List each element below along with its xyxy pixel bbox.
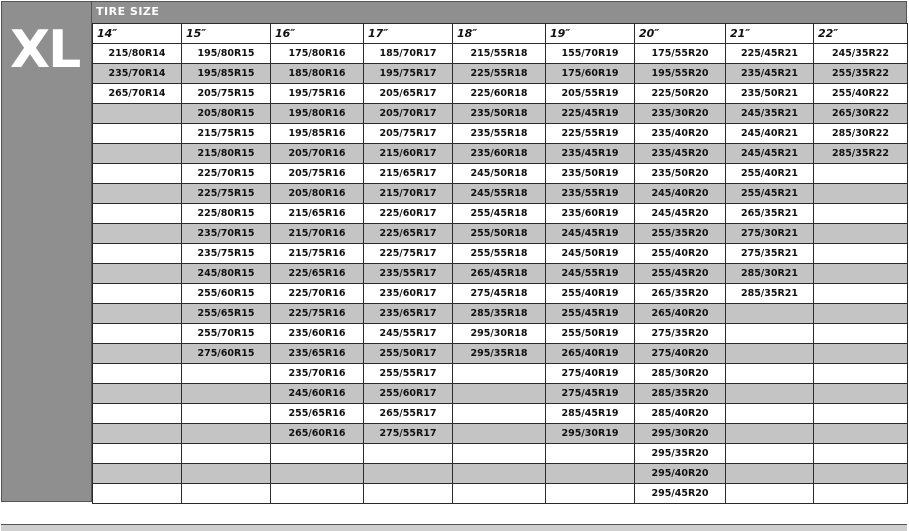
table-cell: 195/75R17 xyxy=(364,64,453,84)
table-cell: 255/40R21 xyxy=(726,164,814,184)
table-cell: 285/30R21 xyxy=(726,264,814,284)
table-row xyxy=(93,124,908,144)
table-cell: 275/60R15 xyxy=(182,344,271,364)
table-cell: 255/60R15 xyxy=(182,284,271,304)
table-cell xyxy=(453,384,546,404)
table-cell: 225/65R17 xyxy=(364,224,453,244)
side-panel xyxy=(1,1,92,502)
table-cell xyxy=(814,204,908,224)
table-cell xyxy=(364,464,453,484)
table-cell xyxy=(546,464,635,484)
table-cell: 175/80R16 xyxy=(271,44,364,64)
table-cell xyxy=(271,464,364,484)
table-cell: 155/70R19 xyxy=(546,44,635,64)
column-header: 17″ xyxy=(364,24,453,44)
table-cell: 275/55R17 xyxy=(364,424,453,444)
table-cell: 245/45R21 xyxy=(726,144,814,164)
table-cell xyxy=(726,444,814,464)
table-cell: 205/75R15 xyxy=(182,84,271,104)
table-cell xyxy=(814,184,908,204)
table-cell: 245/35R21 xyxy=(726,104,814,124)
table-cell: 265/40R20 xyxy=(635,304,726,324)
table-cell: 195/55R20 xyxy=(635,64,726,84)
table-cell: 245/45R20 xyxy=(635,204,726,224)
table-cell: 235/50R19 xyxy=(546,164,635,184)
table-cell: 255/50R17 xyxy=(364,344,453,364)
tire-size-table xyxy=(92,23,908,504)
table-cell: 255/65R15 xyxy=(182,304,271,324)
table-cell: 175/55R20 xyxy=(635,44,726,64)
table-row xyxy=(93,44,908,64)
table-row xyxy=(93,64,908,84)
header-bar xyxy=(92,1,907,23)
table-cell: 275/35R20 xyxy=(635,324,726,344)
table-cell xyxy=(814,244,908,264)
table-cell: 235/60R18 xyxy=(453,144,546,164)
table-cell: 245/50R18 xyxy=(453,164,546,184)
table-cell xyxy=(726,404,814,424)
table-cell: 295/35R18 xyxy=(453,344,546,364)
table-cell: 255/45R19 xyxy=(546,304,635,324)
table-cell: 175/60R19 xyxy=(546,64,635,84)
table-cell: 255/45R21 xyxy=(726,184,814,204)
table-row xyxy=(93,84,908,104)
table-cell: 295/30R18 xyxy=(453,324,546,344)
table-cell: 225/65R16 xyxy=(271,264,364,284)
table-cell: 285/35R20 xyxy=(635,384,726,404)
table-cell xyxy=(93,184,182,204)
xl-badge: XL xyxy=(10,20,80,80)
table-cell xyxy=(814,264,908,284)
table-cell: 205/55R19 xyxy=(546,84,635,104)
table-cell: 235/65R16 xyxy=(271,344,364,364)
table-row xyxy=(93,384,908,404)
table-cell: 235/55R18 xyxy=(453,124,546,144)
table-cell: 255/50R19 xyxy=(546,324,635,344)
table-cell: 255/40R22 xyxy=(814,84,908,104)
table-cell: 235/45R20 xyxy=(635,144,726,164)
table-cell xyxy=(93,224,182,244)
column-header: 21″ xyxy=(726,24,814,44)
table-cell: 285/40R20 xyxy=(635,404,726,424)
table-cell xyxy=(453,464,546,484)
table-cell xyxy=(814,164,908,184)
table-cell: 295/40R20 xyxy=(635,464,726,484)
column-header: 20″ xyxy=(635,24,726,44)
table-cell xyxy=(546,484,635,504)
table-cell xyxy=(271,484,364,504)
table-cell: 275/45R19 xyxy=(546,384,635,404)
table-cell: 265/35R20 xyxy=(635,284,726,304)
table-cell: 245/60R16 xyxy=(271,384,364,404)
table-cell xyxy=(453,424,546,444)
column-header-row xyxy=(93,24,908,44)
table-cell xyxy=(93,364,182,384)
table-cell: 225/75R17 xyxy=(364,244,453,264)
table-row xyxy=(93,464,908,484)
table-cell: 285/45R19 xyxy=(546,404,635,424)
table-cell: 265/55R17 xyxy=(364,404,453,424)
table-cell: 265/30R22 xyxy=(814,104,908,124)
table-cell: 205/75R17 xyxy=(364,124,453,144)
header-title: TIRE SIZE xyxy=(96,5,160,18)
table-cell: 245/55R17 xyxy=(364,324,453,344)
table-row xyxy=(93,284,908,304)
table-cell xyxy=(93,424,182,444)
table-cell: 225/60R18 xyxy=(453,84,546,104)
table-cell xyxy=(93,264,182,284)
table-cell: 245/45R19 xyxy=(546,224,635,244)
table-cell: 215/80R14 xyxy=(93,44,182,64)
table-cell: 255/60R17 xyxy=(364,384,453,404)
table-cell: 215/65R16 xyxy=(271,204,364,224)
table-cell xyxy=(93,204,182,224)
table-cell: 205/70R17 xyxy=(364,104,453,124)
table-cell xyxy=(453,444,546,464)
table-cell: 245/35R22 xyxy=(814,44,908,64)
table-cell: 235/45R21 xyxy=(726,64,814,84)
table-cell: 225/75R15 xyxy=(182,184,271,204)
table-cell xyxy=(814,224,908,244)
table-cell xyxy=(726,364,814,384)
table-cell: 215/70R17 xyxy=(364,184,453,204)
table-cell xyxy=(93,444,182,464)
table-cell: 185/70R17 xyxy=(364,44,453,64)
table-cell: 235/45R19 xyxy=(546,144,635,164)
table-cell: 195/80R15 xyxy=(182,44,271,64)
table-cell: 255/35R20 xyxy=(635,224,726,244)
table-cell: 245/80R15 xyxy=(182,264,271,284)
table-cell xyxy=(814,384,908,404)
table-cell xyxy=(271,444,364,464)
table-cell xyxy=(364,444,453,464)
table-cell: 275/45R18 xyxy=(453,284,546,304)
table-cell xyxy=(726,464,814,484)
table-cell: 205/70R16 xyxy=(271,144,364,164)
table-cell: 255/50R18 xyxy=(453,224,546,244)
table-cell: 235/30R20 xyxy=(635,104,726,124)
table-row xyxy=(93,444,908,464)
table-cell xyxy=(182,464,271,484)
table-cell xyxy=(453,364,546,384)
table-cell xyxy=(814,424,908,444)
table-cell xyxy=(814,364,908,384)
table-cell: 265/35R21 xyxy=(726,204,814,224)
column-header: 19″ xyxy=(546,24,635,44)
table-cell: 265/70R14 xyxy=(93,84,182,104)
table-row xyxy=(93,164,908,184)
table-cell xyxy=(93,144,182,164)
table-cell: 295/45R20 xyxy=(635,484,726,504)
table-row xyxy=(93,244,908,264)
table-cell xyxy=(182,364,271,384)
table-row xyxy=(93,484,908,504)
table-cell xyxy=(364,484,453,504)
table-cell xyxy=(453,484,546,504)
table-cell: 285/35R22 xyxy=(814,144,908,164)
table-cell: 235/75R15 xyxy=(182,244,271,264)
table-cell: 235/70R14 xyxy=(93,64,182,84)
table-cell: 255/35R22 xyxy=(814,64,908,84)
table-cell: 275/40R19 xyxy=(546,364,635,384)
table-cell: 225/70R16 xyxy=(271,284,364,304)
table-cell: 275/35R21 xyxy=(726,244,814,264)
table-row xyxy=(93,224,908,244)
table-cell xyxy=(814,324,908,344)
table-cell xyxy=(814,344,908,364)
table-cell: 255/65R16 xyxy=(271,404,364,424)
table-cell: 215/80R15 xyxy=(182,144,271,164)
table-row xyxy=(93,404,908,424)
table-cell: 195/85R15 xyxy=(182,64,271,84)
table-row xyxy=(93,424,908,444)
table-cell: 235/70R15 xyxy=(182,224,271,244)
table-row xyxy=(93,364,908,384)
table-cell xyxy=(182,484,271,504)
table-cell xyxy=(546,444,635,464)
table-cell: 235/40R20 xyxy=(635,124,726,144)
table-cell xyxy=(182,444,271,464)
table-cell xyxy=(93,404,182,424)
table-cell: 245/40R21 xyxy=(726,124,814,144)
table-cell: 225/80R15 xyxy=(182,204,271,224)
table-cell: 225/60R17 xyxy=(364,204,453,224)
table-cell xyxy=(182,424,271,444)
table-cell xyxy=(814,404,908,424)
table-cell: 235/60R16 xyxy=(271,324,364,344)
column-header: 22″ xyxy=(814,24,908,44)
table-cell xyxy=(93,284,182,304)
table-cell: 195/85R16 xyxy=(271,124,364,144)
table-row xyxy=(93,184,908,204)
table-cell: 255/45R18 xyxy=(453,204,546,224)
table-cell: 275/30R21 xyxy=(726,224,814,244)
table-cell: 205/75R16 xyxy=(271,164,364,184)
table-cell: 285/35R18 xyxy=(453,304,546,324)
table-cell: 235/60R17 xyxy=(364,284,453,304)
table-cell: 205/80R15 xyxy=(182,104,271,124)
table-row xyxy=(93,264,908,284)
table-cell: 225/45R21 xyxy=(726,44,814,64)
table-cell: 225/55R18 xyxy=(453,64,546,84)
table-cell: 215/55R18 xyxy=(453,44,546,64)
table-cell: 205/80R16 xyxy=(271,184,364,204)
table-cell xyxy=(93,164,182,184)
table-cell xyxy=(814,284,908,304)
table-cell xyxy=(182,404,271,424)
table-cell: 295/35R20 xyxy=(635,444,726,464)
table-cell: 255/55R18 xyxy=(453,244,546,264)
table-cell: 265/60R16 xyxy=(271,424,364,444)
table-cell xyxy=(93,124,182,144)
table-cell: 195/80R16 xyxy=(271,104,364,124)
table-cell: 285/30R20 xyxy=(635,364,726,384)
table-cell: 235/60R19 xyxy=(546,204,635,224)
table-cell: 225/50R20 xyxy=(635,84,726,104)
table-cell xyxy=(93,464,182,484)
table-row xyxy=(93,104,908,124)
table-cell xyxy=(453,404,546,424)
column-header: 18″ xyxy=(453,24,546,44)
table-cell: 195/75R16 xyxy=(271,84,364,104)
table-cell xyxy=(726,344,814,364)
table-cell: 265/40R19 xyxy=(546,344,635,364)
table-cell: 265/45R18 xyxy=(453,264,546,284)
table-cell: 225/75R16 xyxy=(271,304,364,324)
table-cell xyxy=(814,464,908,484)
table-cell: 185/80R16 xyxy=(271,64,364,84)
table-cell: 255/40R19 xyxy=(546,284,635,304)
table-cell xyxy=(726,484,814,504)
table-cell: 245/40R20 xyxy=(635,184,726,204)
table-cell xyxy=(93,104,182,124)
table-cell: 245/55R18 xyxy=(453,184,546,204)
table-cell xyxy=(726,384,814,404)
table-cell: 225/55R19 xyxy=(546,124,635,144)
table-cell: 235/50R21 xyxy=(726,84,814,104)
table-cell xyxy=(726,324,814,344)
table-cell xyxy=(814,304,908,324)
column-header: 16″ xyxy=(271,24,364,44)
table-row xyxy=(93,144,908,164)
table-cell xyxy=(93,484,182,504)
table-cell xyxy=(93,324,182,344)
table-cell: 235/50R20 xyxy=(635,164,726,184)
table-cell: 235/55R17 xyxy=(364,264,453,284)
table-cell xyxy=(814,484,908,504)
table-cell: 225/45R19 xyxy=(546,104,635,124)
table-cell: 255/40R20 xyxy=(635,244,726,264)
table-row xyxy=(93,344,908,364)
table-cell: 205/65R17 xyxy=(364,84,453,104)
table-cell: 215/75R16 xyxy=(271,244,364,264)
table-cell: 255/45R20 xyxy=(635,264,726,284)
table-row xyxy=(93,204,908,224)
table-cell: 215/75R15 xyxy=(182,124,271,144)
table-cell xyxy=(93,304,182,324)
table-cell: 295/30R19 xyxy=(546,424,635,444)
table-cell xyxy=(93,244,182,264)
table-cell: 235/65R17 xyxy=(364,304,453,324)
column-header: 15″ xyxy=(182,24,271,44)
table-cell: 245/55R19 xyxy=(546,264,635,284)
table-cell xyxy=(726,424,814,444)
table-cell: 235/50R18 xyxy=(453,104,546,124)
table-cell: 245/50R19 xyxy=(546,244,635,264)
table-cell xyxy=(93,344,182,364)
table-cell xyxy=(726,304,814,324)
table-cell xyxy=(182,384,271,404)
table-row xyxy=(93,304,908,324)
table-cell: 295/30R20 xyxy=(635,424,726,444)
table-body xyxy=(93,44,908,504)
table-cell: 285/35R21 xyxy=(726,284,814,304)
table-cell xyxy=(814,444,908,464)
table-cell: 225/70R15 xyxy=(182,164,271,184)
table-cell xyxy=(93,384,182,404)
table-cell: 215/65R17 xyxy=(364,164,453,184)
table-cell: 215/70R16 xyxy=(271,224,364,244)
table-row xyxy=(93,324,908,344)
column-header: 14″ xyxy=(93,24,182,44)
table-cell: 255/55R17 xyxy=(364,364,453,384)
table-cell: 275/40R20 xyxy=(635,344,726,364)
table-cell: 285/30R22 xyxy=(814,124,908,144)
table-cell: 255/70R15 xyxy=(182,324,271,344)
table-cell: 215/60R17 xyxy=(364,144,453,164)
table-cell: 235/55R19 xyxy=(546,184,635,204)
table-cell: 235/70R16 xyxy=(271,364,364,384)
